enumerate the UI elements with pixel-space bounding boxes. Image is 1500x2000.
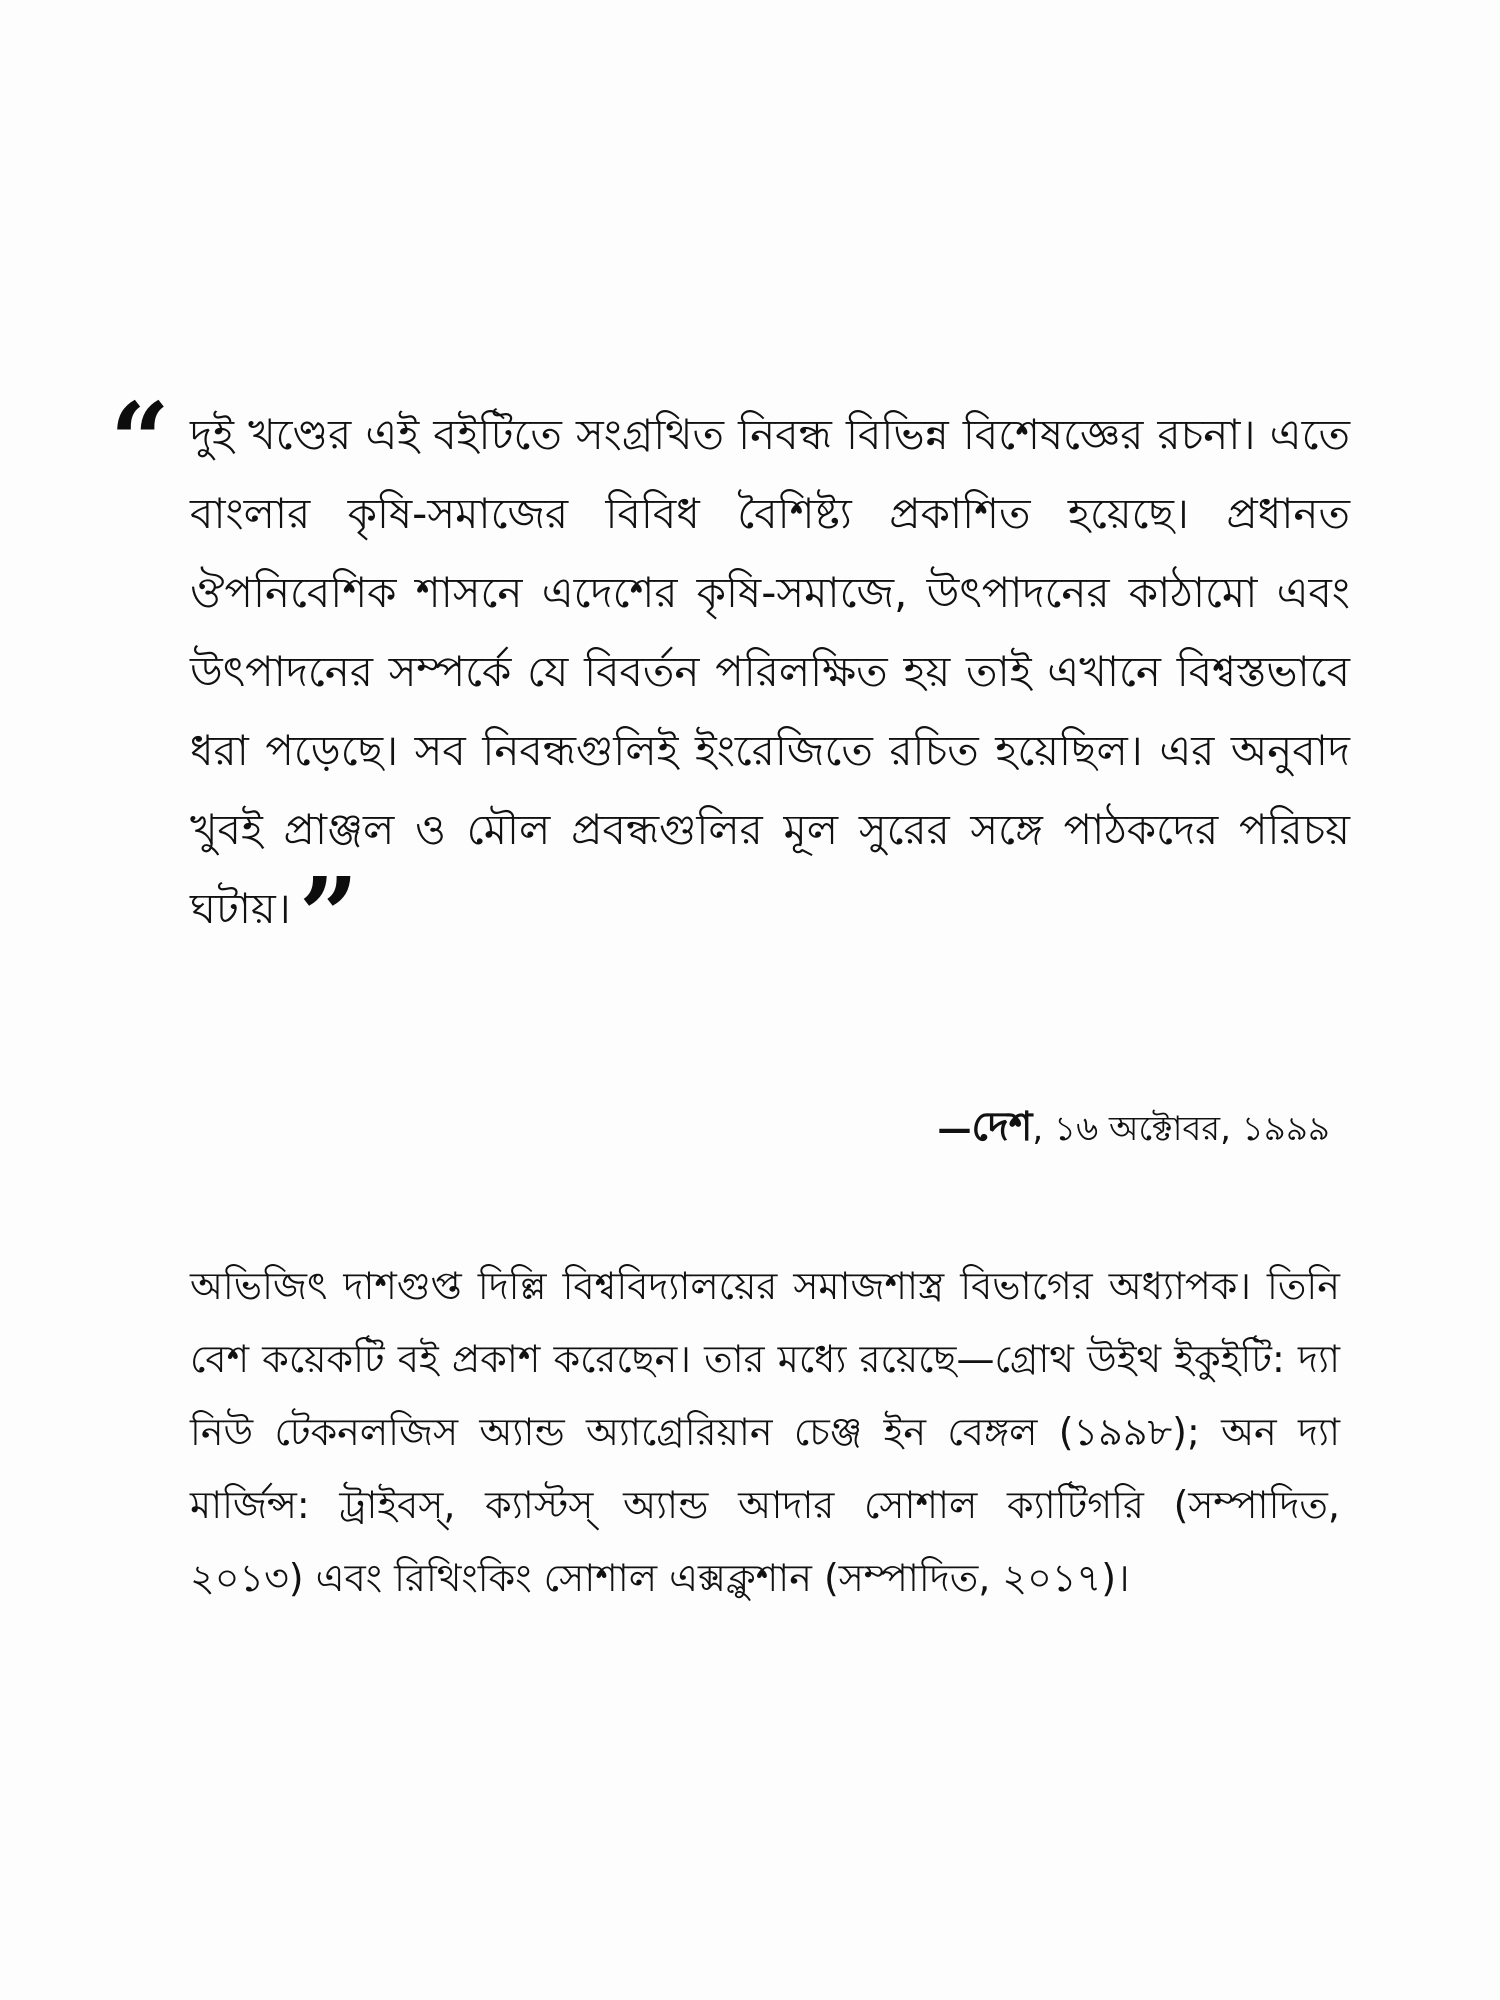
attribution-date: , ১৬ অক্টোবর, ১৯৯৯	[1032, 1109, 1330, 1149]
review-attribution	[938, 1095, 1331, 1162]
attribution-source: দেশ	[971, 1104, 1033, 1150]
closing-quote-mark: ”	[298, 854, 359, 977]
review-quote-text: দুই খণ্ডের এই বইটিতে সংগ্রথিত নিবন্ধ বিভিন্ন বিশেষজ্ঞের রচনা। এতে বাংলার কৃষি-সমাজের বিবিধ বৈশিষ্ট্য প্রকাশিত হয়েছে। প্রধানত ঔপনিবেশিক শাসনে এদেশের কৃষি-সমাজে, উৎপাদনের কাঠামো এবং উৎপাদনের সম্পর্কে যে বিবর্তন পরিলক্ষিত হয় তাই এখানে বিশ্বস্তভাবে ধরা পড়েছে। সব নিবন্ধগুলিই ইংরেজিতে রচিত হয়েছিল। এর অনুবাদ খুবই প্রাঞ্জল ও মৌল প্রবন্ধগুলির মূল সুরের সঙ্গে পাঠকদের পরিচয় ঘটায়।	[190, 410, 1350, 933]
opening-quote-mark: “	[110, 379, 170, 502]
review-quote-paragraph	[190, 395, 1350, 977]
author-bio-paragraph: অভিজিৎ দাশগুপ্ত দিল্লি বিশ্ববিদ্যালয়ের সমাজশাস্ত্র বিভাগের অধ্যাপক। তিনি বেশ কয়েকটি বই প্রকাশ করেছেন। তার মধ্যে রয়েছে—গ্রোথ উইথ ইকুইটি: দ্যা নিউ টেকনলজিস অ্যান্ড অ্যাগ্রেরিয়ান চেঞ্জ ইন বেঙ্গল (১৯৯৮); অন দ্যা মার্জিন্স: ট্রাইবস্, ক্যাস্টস্ অ্যান্ড আদার সোশাল ক্যাটিগরি (সম্পাদিত, ২০১৩) এবং রিথিংকিং সোশাল এক্সক্লুশান (সম্পাদিত, ২০১৭)।	[190, 1264, 1340, 1600]
attribution-dash: —	[937, 1109, 972, 1149]
